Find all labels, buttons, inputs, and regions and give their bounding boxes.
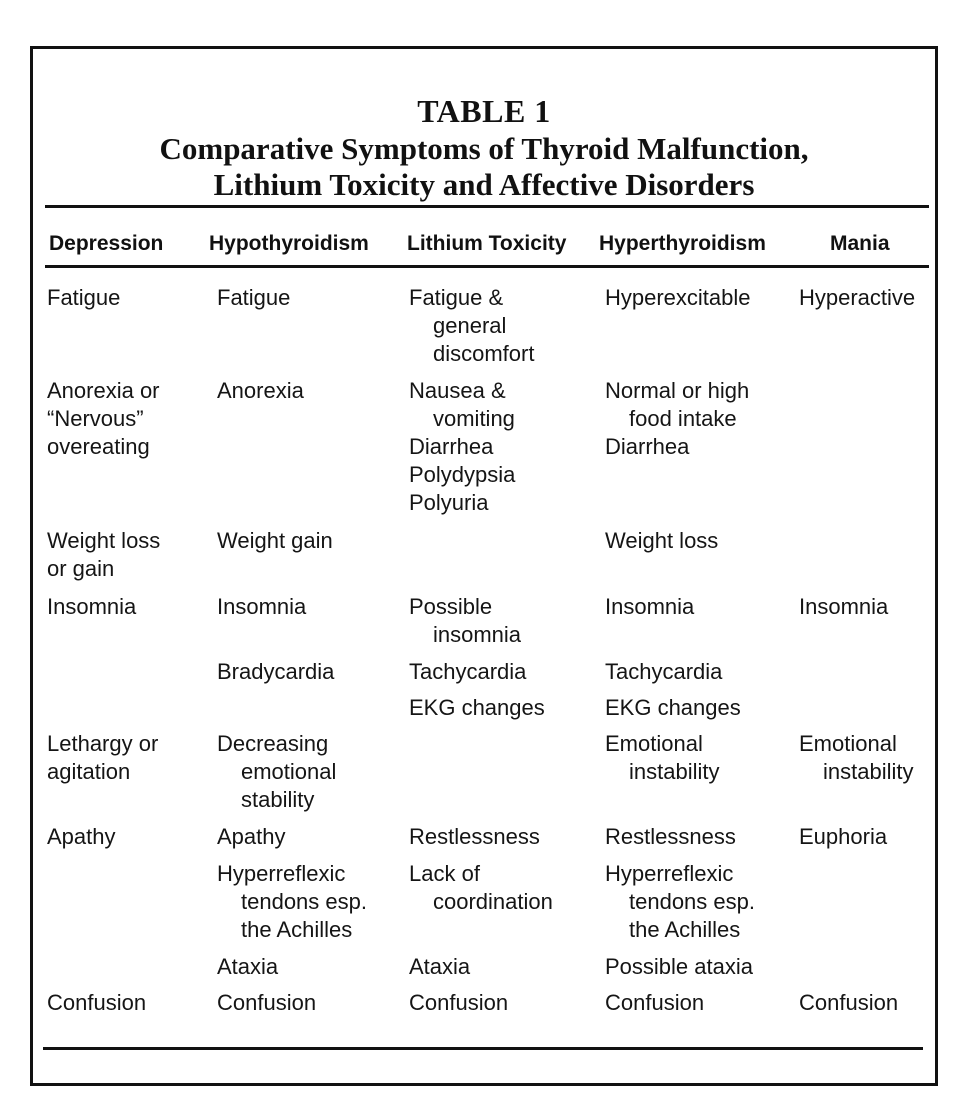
table-cell-hypothyroidism: [217, 730, 336, 814]
table-cell-hyperthyroidism: [605, 593, 694, 621]
cell-line: Possible ataxia: [605, 954, 753, 979]
cell-line: Polyuria: [409, 490, 489, 515]
table-cell-hyperthyroidism: [605, 953, 753, 981]
column-header-depression: Depression: [49, 232, 164, 255]
table-cell-lithium: [409, 823, 540, 851]
column-header-mania: Mania: [830, 232, 890, 255]
cell-line: emotional: [241, 759, 337, 784]
table-cell-hyperthyroidism: [605, 377, 749, 461]
table-title-line-1: Comparative Symptoms of Thyroid Malfunction,: [159, 131, 809, 166]
table-cell-mania: [799, 730, 913, 786]
table-cell-lithium: [409, 377, 515, 517]
cell-line: Lethargy or: [47, 731, 159, 756]
cell-line: Decreasing: [217, 731, 329, 756]
cell-line: tendons esp.: [241, 889, 367, 914]
cell-line: coordination: [433, 889, 553, 914]
cell-line: Fatigue: [47, 285, 121, 310]
column-header-hypothyroidism: Hypothyroidism: [209, 232, 369, 255]
table-cell-mania: [799, 593, 888, 621]
cell-line: the Achilles: [241, 917, 353, 942]
cell-line: Normal or high: [605, 378, 750, 403]
cell-line: “Nervous”: [47, 406, 144, 431]
cell-line: Apathy: [217, 824, 286, 849]
cell-line: Bradycardia: [217, 659, 335, 684]
cell-line: Polydypsia: [409, 462, 516, 487]
cell-line: stability: [241, 787, 315, 812]
cell-line: Ataxia: [409, 954, 471, 979]
table-title-line-2: Lithium Toxicity and Affective Disorders: [213, 167, 755, 202]
title-rule: [45, 205, 929, 208]
cell-line: Diarrhea: [605, 434, 690, 459]
table-cell-depression: [47, 989, 146, 1017]
cell-line: Hyperreflexic: [605, 861, 734, 886]
table-cell-lithium: [409, 694, 545, 722]
cell-line: Insomnia: [47, 594, 137, 619]
table-cell-hypothyroidism: [217, 284, 290, 312]
table-cell-hyperthyroidism: [605, 694, 741, 722]
table-cell-hyperthyroidism: [605, 730, 719, 786]
cell-line: EKG changes: [605, 695, 741, 720]
cell-line: the Achilles: [629, 917, 741, 942]
column-header-hyperthyroidism: Hyperthyroidism: [599, 232, 766, 255]
cell-line: Hyperexcitable: [605, 285, 751, 310]
cell-line: Restlessness: [605, 824, 736, 849]
table-cell-hyperthyroidism: [605, 527, 718, 555]
cell-line: Insomnia: [605, 594, 695, 619]
cell-line: instability: [823, 759, 914, 784]
table-cell-hypothyroidism: [217, 593, 306, 621]
cell-line: Confusion: [47, 990, 147, 1015]
table-cell-hypothyroidism: [217, 658, 334, 686]
cell-line: discomfort: [433, 341, 535, 366]
cell-line: Weight loss: [47, 528, 161, 553]
table-cell-hyperthyroidism: [605, 989, 704, 1017]
table-cell-hyperthyroidism: [605, 658, 722, 686]
table-cell-depression: [47, 730, 158, 786]
table-cell-hypothyroidism: [217, 823, 286, 851]
table-cell-lithium: [409, 593, 521, 649]
table-cell-depression: [47, 593, 136, 621]
cell-line: Tachycardia: [409, 659, 527, 684]
cell-line: Weight loss: [605, 528, 719, 553]
table-cell-hypothyroidism: [217, 377, 304, 405]
cell-line: general: [433, 313, 507, 338]
cell-line: or gain: [47, 556, 115, 581]
cell-line: Anorexia or: [47, 378, 160, 403]
table-cell-lithium: [409, 284, 534, 368]
cell-line: Emotional: [605, 731, 703, 756]
table-cell-depression: [47, 284, 120, 312]
table-cell-depression: [47, 377, 160, 461]
table-cell-depression: [47, 527, 160, 583]
table-cell-lithium: [409, 658, 526, 686]
cell-line: Fatigue: [217, 285, 291, 310]
cell-line: EKG changes: [409, 695, 545, 720]
cell-line: Tachycardia: [605, 659, 723, 684]
cell-line: agitation: [47, 759, 131, 784]
cell-line: Euphoria: [799, 824, 888, 849]
cell-line: food intake: [629, 406, 737, 431]
table-cell-hyperthyroidism: [605, 860, 755, 944]
cell-line: instability: [629, 759, 720, 784]
cell-line: Insomnia: [217, 594, 307, 619]
table-cell-hypothyroidism: [217, 860, 367, 944]
cell-line: insomnia: [433, 622, 522, 647]
table-cell-mania: [799, 823, 887, 851]
table-cell-hyperthyroidism: [605, 284, 751, 312]
cell-line: Nausea &: [409, 378, 506, 403]
cell-line: Lack of: [409, 861, 480, 886]
table-cell-lithium: [409, 953, 470, 981]
table-cell-hypothyroidism: [217, 527, 333, 555]
table-cell-mania: [799, 284, 915, 312]
cell-line: Fatigue &: [409, 285, 504, 310]
cell-line: Confusion: [409, 990, 509, 1015]
cell-line: tendons esp.: [629, 889, 755, 914]
cell-line: Restlessness: [409, 824, 540, 849]
cell-line: Anorexia: [217, 378, 304, 403]
table-cell-lithium: [409, 860, 553, 916]
table-number: TABLE 1: [417, 93, 551, 129]
cell-line: overeating: [47, 434, 150, 459]
cell-line: Confusion: [799, 990, 899, 1015]
cell-line: Hyperactive: [799, 285, 916, 310]
table-cell-hyperthyroidism: [605, 823, 736, 851]
cell-line: Hyperreflexic: [217, 861, 346, 886]
header-rule: [45, 265, 929, 268]
table-frame: [30, 46, 938, 1086]
cell-line: Emotional: [799, 731, 897, 756]
cell-line: Confusion: [217, 990, 317, 1015]
column-header-lithium-toxicity: Lithium Toxicity: [407, 232, 567, 255]
cell-line: Ataxia: [217, 954, 279, 979]
table-cell-hypothyroidism: [217, 989, 316, 1017]
cell-line: Diarrhea: [409, 434, 494, 459]
cell-line: Insomnia: [799, 594, 889, 619]
cell-line: vomiting: [433, 406, 515, 431]
cell-line: Confusion: [605, 990, 705, 1015]
table-cell-lithium: [409, 989, 508, 1017]
table-cell-mania: [799, 989, 898, 1017]
cell-line: Weight gain: [217, 528, 333, 553]
table-cell-hypothyroidism: [217, 953, 278, 981]
cell-line: Possible: [409, 594, 493, 619]
bottom-rule: [43, 1047, 923, 1050]
cell-line: Apathy: [47, 824, 116, 849]
table-cell-depression: [47, 823, 116, 851]
